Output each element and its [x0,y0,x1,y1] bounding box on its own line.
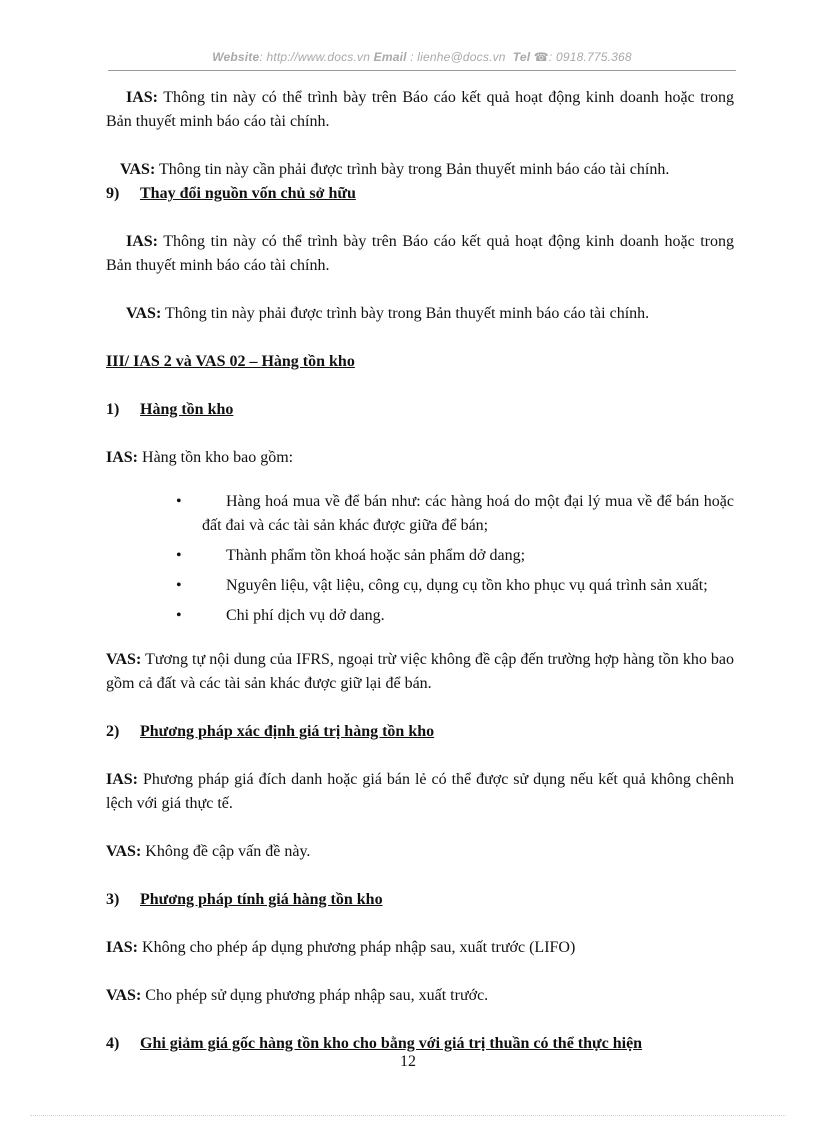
section-heading-2: 2) Phương pháp xác định giá trị hàng tồn kho [106,723,435,740]
part-heading-iii: III/ IAS 2 và VAS 02 – Hàng tồn kho [106,353,355,370]
paragraph-vas-equity: VAS: Thông tin này phải được trình bày trong Bản thuyết minh báo cáo tài chính. [126,305,650,322]
paragraph-ias-valuation: IAS: Phương pháp giá đích danh hoặc giá bán lẻ có thể được sử dụng nếu kết quả không chênh lệch với giá thực tế. [106,771,734,812]
section-heading-1: 1) Hàng tồn kho [106,401,234,418]
list-item: • Nguyên liệu, vật liệu, công cụ, dụng cụ tồn kho phục vụ quá trình sản xuất; [202,574,734,598]
website-value: : http://www.docs.vn [259,50,371,64]
list-item: • Thành phẩm tồn khoá hoặc sản phẩm dở dang; [202,544,734,568]
document-body [106,86,734,1056]
page-number: 12 [400,1053,416,1070]
header-divider [108,70,736,71]
list-item: • Hàng hoá mua về để bán như: các hàng hoá do một đại lý mua về để bán hoặc đất đai và các tài sản khác được giữa để bán; [202,490,734,538]
bullet-icon: • [176,577,182,594]
paragraph-vas-valuation: VAS: Không đề cập vấn đề này. [106,843,311,860]
page-header [108,50,736,64]
paragraph-ias-inventory: IAS: Hàng tồn kho bao gồm: [106,449,294,466]
email-label: Email [373,50,407,64]
section-heading-3: 3) Phương pháp tính giá hàng tồn kho [106,891,383,908]
paragraph-ias-lifo: IAS: Không cho phép áp dụng phương pháp nhập sau, xuất trước (LIFO) [106,939,576,956]
tel-value: : 0918.775.368 [548,50,632,64]
section-heading-4: 4) Ghi giảm giá gốc hàng tồn kho cho bằng với giá trị thuần có thể thực hiện [106,1035,643,1052]
email-value: : lienhe@docs.vn [410,50,506,64]
bullet-icon: • [176,547,182,564]
paragraph-vas-presentation: VAS: Thông tin này cần phải được trình bày trong Bản thuyết minh báo cáo tài chính. [120,161,670,178]
paragraph-vas-lifo: VAS: Cho phép sử dụng phương pháp nhập sau, xuất trước. [106,987,489,1004]
page-bottom-border [30,1115,786,1116]
tel-label: Tel ☎ [512,50,549,64]
inventory-bullet-list [106,490,734,628]
section-heading-9: 9) Thay đổi nguồn vốn chủ sở hữu [106,185,356,202]
paragraph-vas-inventory: VAS: Tương tự nội dung của IFRS, ngoại trừ việc không đề cập đến trường hợp hàng tồn kho bao gồm cả đất và các tài sản khác được giữ lại để bán. [106,651,734,692]
bullet-icon: • [176,607,182,624]
bullet-icon: • [176,493,182,510]
website-label: Website [212,50,260,64]
list-item: • Chi phí dịch vụ dở dang. [202,604,734,628]
paragraph-ias-presentation: IAS: Thông tin này có thể trình bày trên Báo cáo kết quả hoạt động kinh doanh hoặc trong Bản thuyết minh báo cáo tài chính. [106,89,734,130]
paragraph-ias-equity: IAS: Thông tin này có thể trình bày trên Báo cáo kết quả hoạt động kinh doanh hoặc trong Bản thuyết minh báo cáo tài chính. [106,233,734,274]
